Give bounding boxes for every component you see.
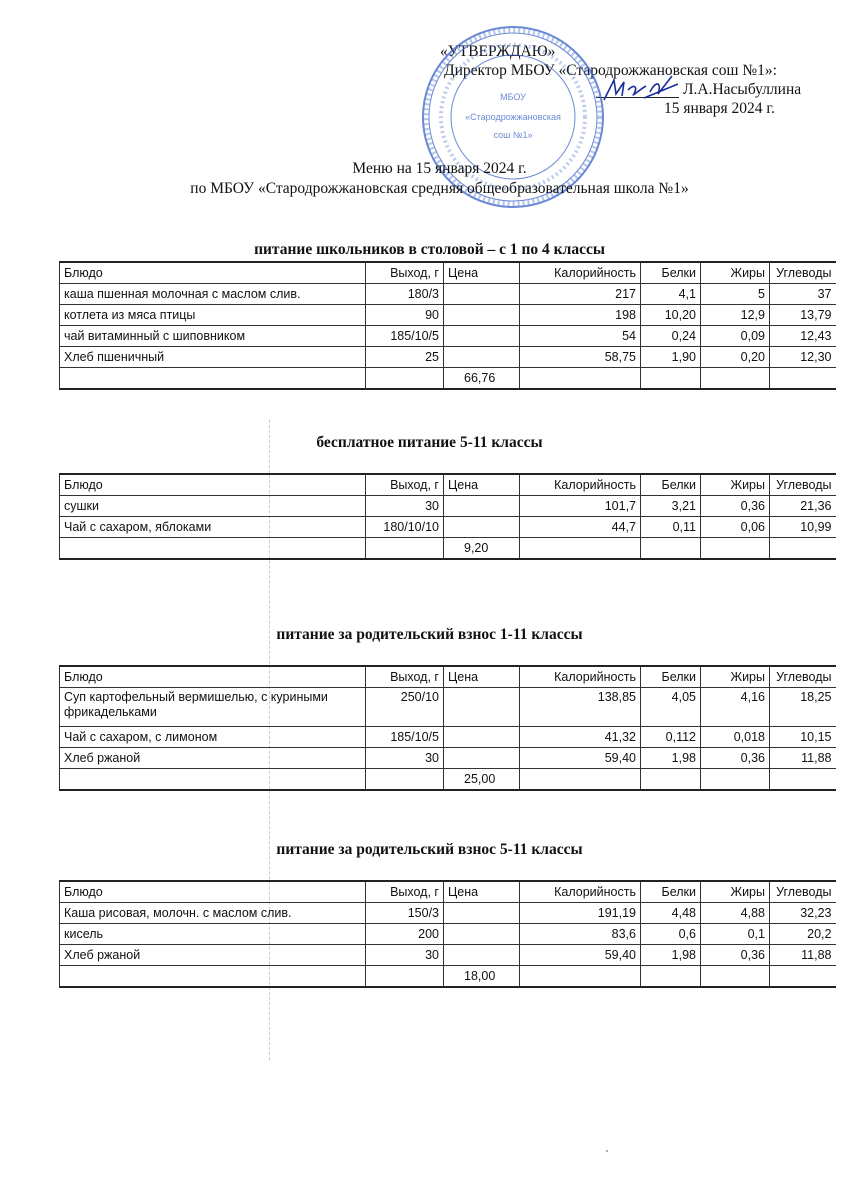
fats: 0,20 bbox=[701, 347, 770, 368]
section-heading: питание школьников в столовой – с 1 по 4 классы bbox=[254, 241, 605, 258]
table-row bbox=[60, 305, 836, 326]
price bbox=[444, 727, 520, 748]
empty-cell bbox=[641, 769, 701, 791]
dish-name: Хлеб ржаной bbox=[60, 748, 366, 769]
column-header: Белки bbox=[641, 881, 701, 903]
table-row bbox=[60, 748, 836, 769]
table-row bbox=[60, 496, 836, 517]
total-price: 9,20 bbox=[444, 538, 520, 560]
empty-cell bbox=[701, 538, 770, 560]
carbohydrates: 37 bbox=[770, 284, 836, 305]
empty-cell bbox=[770, 769, 836, 791]
column-header: Выход, г bbox=[366, 262, 444, 284]
empty-cell bbox=[701, 769, 770, 791]
portion-weight: 30 bbox=[366, 496, 444, 517]
column-header: Калорийность bbox=[520, 262, 641, 284]
calories: 59,40 bbox=[520, 945, 641, 966]
fats: 0,06 bbox=[701, 517, 770, 538]
column-header: Белки bbox=[641, 474, 701, 496]
carbohydrates: 11,88 bbox=[770, 945, 836, 966]
total-row bbox=[60, 368, 836, 390]
calories: 59,40 bbox=[520, 748, 641, 769]
empty-cell bbox=[60, 966, 366, 988]
table-row bbox=[60, 347, 836, 368]
table-row bbox=[60, 903, 836, 924]
fats: 0,09 bbox=[701, 326, 770, 347]
column-header: Калорийность bbox=[520, 881, 641, 903]
price bbox=[444, 496, 520, 517]
proteins: 0,112 bbox=[641, 727, 701, 748]
proteins: 0,24 bbox=[641, 326, 701, 347]
approval-date: 15 января 2024 г. bbox=[664, 100, 775, 117]
menu-table bbox=[59, 473, 836, 560]
dish-name: Чай с сахаром, с лимоном bbox=[60, 727, 366, 748]
table-row bbox=[60, 945, 836, 966]
school-name: по МБОУ «Стародрожжановская средняя общеобразовательная школа №1» bbox=[190, 180, 689, 197]
empty-cell bbox=[701, 368, 770, 390]
column-header: Калорийность bbox=[520, 474, 641, 496]
approval-heading: «УТВЕРЖДАЮ» bbox=[440, 43, 556, 60]
proteins: 1,90 bbox=[641, 347, 701, 368]
calories: 101,7 bbox=[520, 496, 641, 517]
price bbox=[444, 688, 520, 727]
column-header: Выход, г bbox=[366, 666, 444, 688]
column-header: Блюдо bbox=[60, 881, 366, 903]
empty-cell bbox=[770, 538, 836, 560]
carbohydrates: 32,23 bbox=[770, 903, 836, 924]
fats: 0,018 bbox=[701, 727, 770, 748]
empty-cell bbox=[366, 769, 444, 791]
calories: 217 bbox=[520, 284, 641, 305]
column-header: Блюдо bbox=[60, 666, 366, 688]
dish-name: Суп картофельный вермишелью, с куриными фрикадельками bbox=[60, 688, 366, 727]
fats: 0,1 bbox=[701, 924, 770, 945]
section-heading: питание за родительский взнос 1-11 классы bbox=[276, 626, 583, 643]
price bbox=[444, 903, 520, 924]
proteins: 4,05 bbox=[641, 688, 701, 727]
proteins: 1,98 bbox=[641, 945, 701, 966]
empty-cell bbox=[770, 966, 836, 988]
portion-weight: 185/10/5 bbox=[366, 326, 444, 347]
table-row bbox=[60, 688, 836, 727]
empty-cell bbox=[520, 769, 641, 791]
portion-weight: 30 bbox=[366, 748, 444, 769]
empty-cell bbox=[366, 966, 444, 988]
proteins: 3,21 bbox=[641, 496, 701, 517]
table-row bbox=[60, 727, 836, 748]
column-header: Блюдо bbox=[60, 262, 366, 284]
column-header: Выход, г bbox=[366, 474, 444, 496]
proteins: 4,48 bbox=[641, 903, 701, 924]
column-header: Выход, г bbox=[366, 881, 444, 903]
price bbox=[444, 748, 520, 769]
price bbox=[444, 924, 520, 945]
proteins: 10,20 bbox=[641, 305, 701, 326]
fats: 4,16 bbox=[701, 688, 770, 727]
price bbox=[444, 305, 520, 326]
empty-cell bbox=[770, 368, 836, 390]
proteins: 0,6 bbox=[641, 924, 701, 945]
calories: 58,75 bbox=[520, 347, 641, 368]
column-header: Углеводы bbox=[770, 262, 836, 284]
column-header: Блюдо bbox=[60, 474, 366, 496]
table-row bbox=[60, 517, 836, 538]
portion-weight: 180/10/10 bbox=[366, 517, 444, 538]
section-heading: бесплатное питание 5-11 классы bbox=[316, 434, 543, 451]
stamp-text-1: МБОУ bbox=[500, 92, 526, 102]
calories: 191,19 bbox=[520, 903, 641, 924]
menu-table bbox=[59, 665, 836, 791]
approval-name: Л.А.Насыбуллина bbox=[683, 81, 802, 98]
empty-cell bbox=[366, 368, 444, 390]
price bbox=[444, 517, 520, 538]
portion-weight: 30 bbox=[366, 945, 444, 966]
dish-name: каша пшенная молочная с маслом слив. bbox=[60, 284, 366, 305]
fats: 4,88 bbox=[701, 903, 770, 924]
column-header: Углеводы bbox=[770, 666, 836, 688]
menu-title: Меню на 15 января 2024 г. bbox=[352, 160, 527, 177]
table-row bbox=[60, 924, 836, 945]
approval-director: Директор МБОУ «Стародрожжановская сош №1»: bbox=[444, 62, 777, 79]
proteins: 1,98 bbox=[641, 748, 701, 769]
dish-name: Хлеб пшеничный bbox=[60, 347, 366, 368]
column-header: Цена bbox=[444, 474, 520, 496]
portion-weight: 150/3 bbox=[366, 903, 444, 924]
empty-cell bbox=[366, 538, 444, 560]
total-row bbox=[60, 538, 836, 560]
empty-cell bbox=[641, 368, 701, 390]
column-header: Цена bbox=[444, 262, 520, 284]
empty-cell bbox=[520, 368, 641, 390]
column-header: Белки bbox=[641, 262, 701, 284]
empty-cell bbox=[701, 966, 770, 988]
portion-weight: 90 bbox=[366, 305, 444, 326]
column-header: Жиры bbox=[701, 474, 770, 496]
table-header-row bbox=[60, 474, 836, 496]
fats: 12,9 bbox=[701, 305, 770, 326]
fats: 0,36 bbox=[701, 496, 770, 517]
empty-cell bbox=[60, 368, 366, 390]
carbohydrates: 10,99 bbox=[770, 517, 836, 538]
table-header-row bbox=[60, 881, 836, 903]
column-header: Жиры bbox=[701, 881, 770, 903]
dish-name: кисель bbox=[60, 924, 366, 945]
signature-icon bbox=[600, 74, 680, 104]
dish-name: Каша рисовая, молочн. с маслом слив. bbox=[60, 903, 366, 924]
stamp-text-2: «Стародрожжановская bbox=[465, 112, 561, 122]
portion-weight: 185/10/5 bbox=[366, 727, 444, 748]
proteins: 0,11 bbox=[641, 517, 701, 538]
empty-cell bbox=[520, 538, 641, 560]
portion-weight: 200 bbox=[366, 924, 444, 945]
calories: 54 bbox=[520, 326, 641, 347]
calories: 198 bbox=[520, 305, 641, 326]
column-header: Углеводы bbox=[770, 881, 836, 903]
total-price: 25,00 bbox=[444, 769, 520, 791]
column-header: Углеводы bbox=[770, 474, 836, 496]
table-header-row bbox=[60, 262, 836, 284]
portion-weight: 180/3 bbox=[366, 284, 444, 305]
total-row bbox=[60, 966, 836, 988]
dish-name: Хлеб ржаной bbox=[60, 945, 366, 966]
carbohydrates: 21,36 bbox=[770, 496, 836, 517]
price bbox=[444, 284, 520, 305]
dish-name: чай витаминный с шиповником bbox=[60, 326, 366, 347]
calories: 138,85 bbox=[520, 688, 641, 727]
empty-cell bbox=[520, 966, 641, 988]
price bbox=[444, 347, 520, 368]
column-header: Белки bbox=[641, 666, 701, 688]
stamp-text-3: сош №1» bbox=[493, 130, 533, 140]
fats: 0,36 bbox=[701, 945, 770, 966]
carbohydrates: 11,88 bbox=[770, 748, 836, 769]
dish-name: Чай с сахаром, яблоками bbox=[60, 517, 366, 538]
fats: 5 bbox=[701, 284, 770, 305]
menu-table bbox=[59, 880, 836, 988]
portion-weight: 25 bbox=[366, 347, 444, 368]
calories: 41,32 bbox=[520, 727, 641, 748]
column-header: Цена bbox=[444, 881, 520, 903]
scan-speck bbox=[606, 1150, 608, 1152]
empty-cell bbox=[641, 966, 701, 988]
price bbox=[444, 945, 520, 966]
column-header: Цена bbox=[444, 666, 520, 688]
carbohydrates: 13,79 bbox=[770, 305, 836, 326]
carbohydrates: 10,15 bbox=[770, 727, 836, 748]
total-price: 66,76 bbox=[444, 368, 520, 390]
calories: 83,6 bbox=[520, 924, 641, 945]
empty-cell bbox=[60, 538, 366, 560]
column-header: Калорийность bbox=[520, 666, 641, 688]
carbohydrates: 12,30 bbox=[770, 347, 836, 368]
fats: 0,36 bbox=[701, 748, 770, 769]
table-row bbox=[60, 326, 836, 347]
carbohydrates: 12,43 bbox=[770, 326, 836, 347]
table-row bbox=[60, 284, 836, 305]
column-header: Жиры bbox=[701, 262, 770, 284]
total-price: 18,00 bbox=[444, 966, 520, 988]
dish-name: сушки bbox=[60, 496, 366, 517]
price bbox=[444, 326, 520, 347]
dish-name: котлета из мяса птицы bbox=[60, 305, 366, 326]
proteins: 4,1 bbox=[641, 284, 701, 305]
empty-cell bbox=[641, 538, 701, 560]
column-header: Жиры bbox=[701, 666, 770, 688]
calories: 44,7 bbox=[520, 517, 641, 538]
menu-table bbox=[59, 261, 836, 390]
portion-weight: 250/10 bbox=[366, 688, 444, 727]
total-row bbox=[60, 769, 836, 791]
empty-cell bbox=[60, 769, 366, 791]
table-header-row bbox=[60, 666, 836, 688]
section-heading: питание за родительский взнос 5-11 классы bbox=[276, 841, 583, 858]
carbohydrates: 20,2 bbox=[770, 924, 836, 945]
carbohydrates: 18,25 bbox=[770, 688, 836, 727]
